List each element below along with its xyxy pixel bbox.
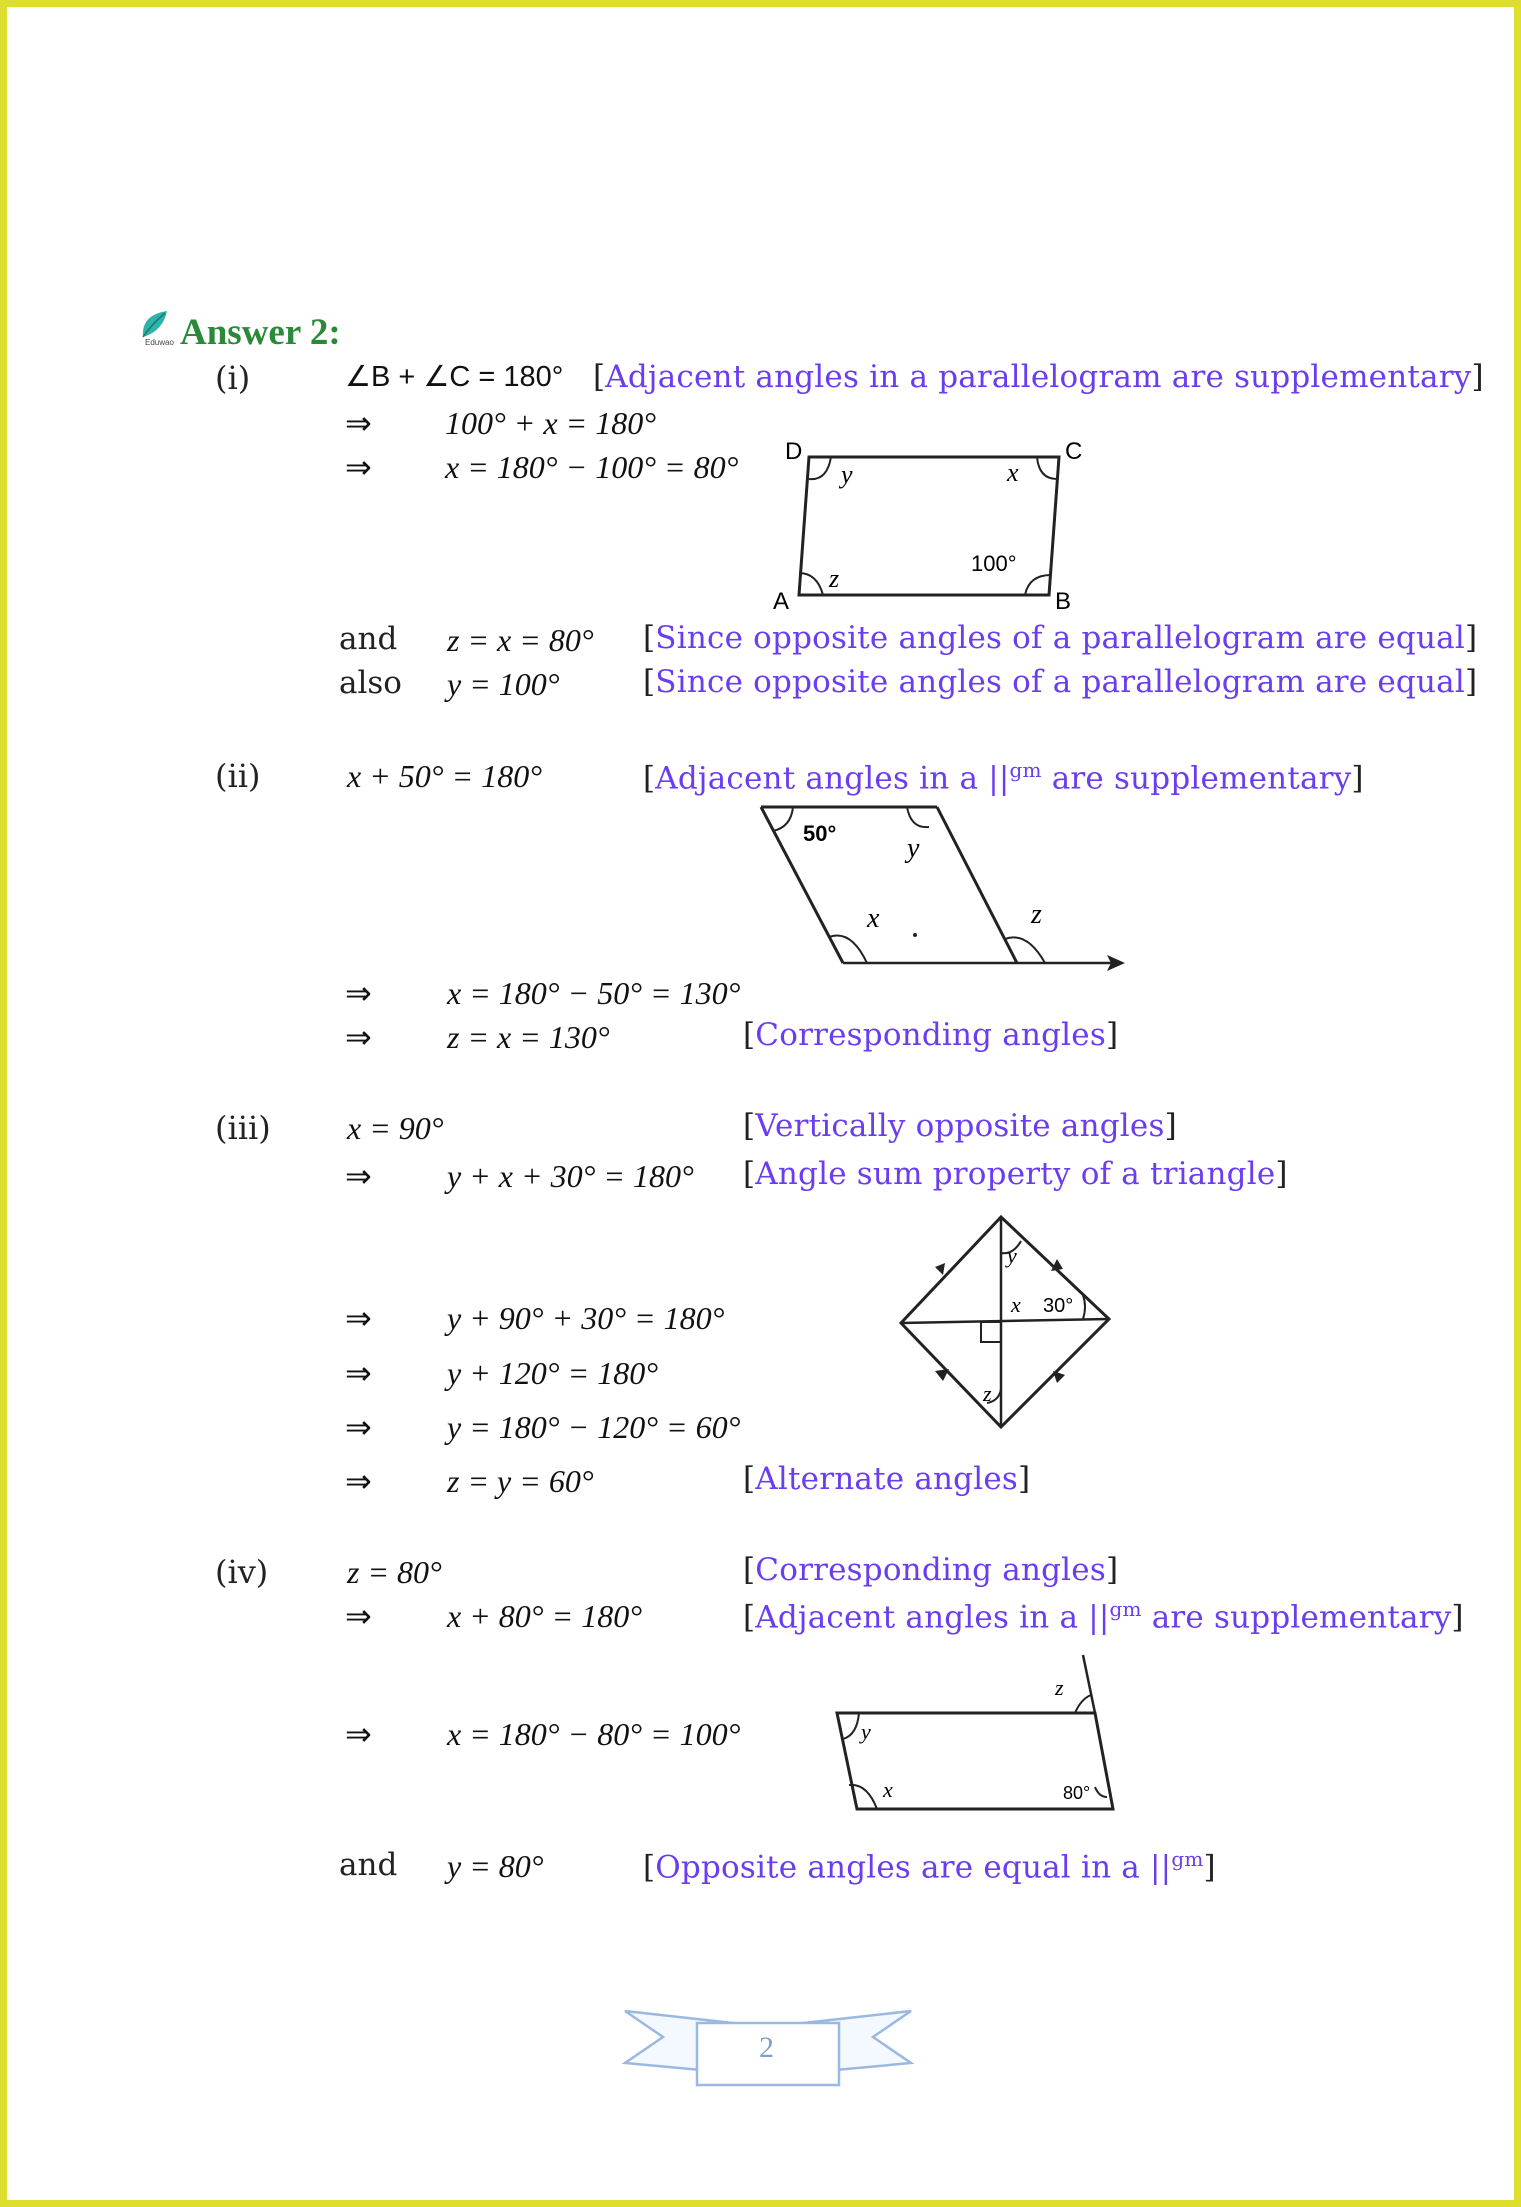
- part-iii-line3-math: y + 90° + 30° = 180°: [447, 1300, 725, 1336]
- implies-symbol: ⇒: [345, 1598, 372, 1634]
- part-ii-line3-reason: [Corresponding angles]: [743, 1017, 1119, 1053]
- part-ii-line2-math: x = 180° − 50° = 130°: [447, 975, 741, 1011]
- implies-symbol: ⇒: [345, 1158, 372, 1194]
- angle-30: 30°: [1043, 1295, 1074, 1317]
- part-iii-line5-math: y = 180° − 120° = 60°: [447, 1409, 741, 1445]
- part-iii-line2-reason: [Angle sum property of a triangle]: [743, 1156, 1288, 1192]
- logo-leaf-icon: [137, 307, 177, 347]
- angle-50: 50°: [803, 821, 837, 846]
- part-iv-line1-reason: [Corresponding angles]: [743, 1552, 1119, 1588]
- also-word: also: [339, 665, 402, 701]
- angle-y: y: [841, 460, 853, 489]
- part-i-line2-math: 100° + x = 180°: [445, 405, 656, 441]
- part-iii-line1-reason: [Vertically opposite angles]: [743, 1108, 1177, 1144]
- and-word: and: [339, 621, 398, 657]
- angle-x: x: [1011, 1292, 1021, 1317]
- part-iv-line2-reason: [Adjacent angles in a $||^{gm}$ are supplementary]: [743, 1597, 1464, 1636]
- part-iii-line1-math: x = 90°: [347, 1110, 444, 1146]
- page-number: 2: [759, 2031, 774, 2064]
- implies-symbol: ⇒: [345, 975, 372, 1011]
- part-ii-label: (ii): [215, 757, 261, 795]
- part-iii-line2-math: y + x + 30° = 180°: [447, 1158, 694, 1194]
- vertex-d: D: [785, 438, 803, 465]
- part-iv-label: (iv): [215, 1553, 269, 1591]
- vertex-b: B: [1055, 588, 1072, 615]
- part-i-line5-math: y = 100°: [447, 666, 560, 702]
- part-iii-label: (iii): [215, 1109, 271, 1147]
- part-ii-line1-reason: [Adjacent angles in a $||^{gm}$ are supplementary]: [643, 758, 1364, 797]
- logo-text: Eduwao: [145, 338, 174, 347]
- figure-parallelogram-abcd: [767, 437, 1097, 617]
- vertex-a: A: [773, 588, 790, 615]
- angle-x: x: [1007, 458, 1019, 487]
- answer-heading: Answer 2:: [180, 312, 341, 353]
- part-i-line4-reason: [Since opposite angles of a parallelogram are equal]: [643, 620, 1478, 656]
- part-i-line1-reason: [Adjacent angles in a parallelogram are supplementary]: [593, 359, 1484, 395]
- part-iv-line2-math: x + 80° = 180°: [447, 1598, 642, 1634]
- figure-parallelogram-iv: [827, 1647, 1127, 1817]
- figure-parallelogram-ii: [747, 797, 1137, 977]
- part-i-line4-math: z = x = 80°: [447, 622, 594, 658]
- part-i-label: (i): [215, 359, 251, 397]
- part-iii-line6-reason: [Alternate angles]: [743, 1461, 1031, 1497]
- part-iv-line3-math: x = 180° − 80° = 100°: [447, 1716, 741, 1752]
- part-iv-line4-math: y = 80°: [447, 1848, 544, 1884]
- angle-z: z: [829, 564, 840, 593]
- figure-rhombus-iii: [887, 1207, 1127, 1447]
- angle-z: z: [1055, 1675, 1064, 1700]
- implies-symbol: ⇒: [345, 1019, 372, 1055]
- implies-symbol: ⇒: [345, 1300, 372, 1336]
- part-iii-line4-math: y + 120° = 180°: [447, 1355, 658, 1391]
- part-iv-line4-reason: [Opposite angles are equal in a $||^{gm}$]: [643, 1847, 1216, 1886]
- angle-80: 80°: [1063, 1783, 1091, 1803]
- angle-100: 100°: [971, 551, 1017, 576]
- and-word: and: [339, 1847, 398, 1883]
- part-iv-line1-math: z = 80°: [347, 1554, 442, 1590]
- angle-z: z: [983, 1381, 992, 1406]
- part-i-line5-reason: [Since opposite angles of a parallelogram are equal]: [643, 664, 1478, 700]
- part-i-line3-math: x = 180° − 100° = 80°: [445, 449, 739, 485]
- part-ii-line1-math: x + 50° = 180°: [347, 758, 542, 794]
- implies-symbol: ⇒: [345, 449, 372, 485]
- angle-x: x: [883, 1777, 893, 1802]
- vertex-c: C: [1065, 438, 1083, 465]
- angle-y: y: [861, 1719, 871, 1744]
- implies-symbol: ⇒: [345, 1716, 372, 1752]
- part-iii-line6-math: z = y = 60°: [447, 1463, 594, 1499]
- angle-z: z: [1031, 899, 1042, 930]
- implies-symbol: ⇒: [345, 1463, 372, 1499]
- implies-symbol: ⇒: [345, 1355, 372, 1391]
- angle-y: y: [907, 833, 920, 864]
- implies-symbol: ⇒: [345, 1409, 372, 1445]
- part-ii-line3-math: z = x = 130°: [447, 1019, 610, 1055]
- angle-y: y: [1007, 1243, 1017, 1268]
- part-i-line1-math: ∠B + ∠C = 180°: [345, 361, 564, 393]
- angle-x: x: [867, 903, 880, 934]
- implies-symbol: ⇒: [345, 405, 372, 441]
